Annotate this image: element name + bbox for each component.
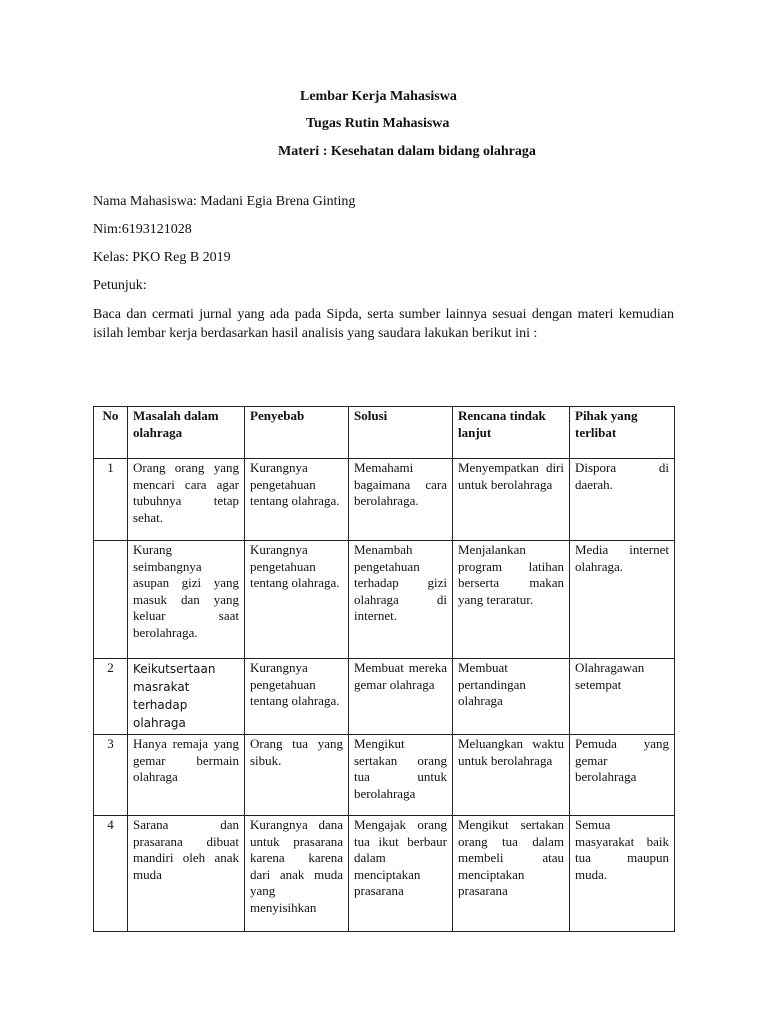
cell-masalah: Hanya remaja yang gemar bermain olahraga: [128, 735, 245, 816]
cell-penyebab: Kurangnya pengetahuan tentang olahraga.: [245, 541, 349, 659]
cell-no: 2: [94, 659, 128, 735]
cell-penyebab: Kurangnya pengetahuan tentang olahraga.: [245, 459, 349, 541]
document-topic: Materi : Kesehatan dalam bidang olahraga: [278, 144, 536, 159]
student-nim: Nim:6193121028: [93, 222, 192, 237]
cell-no: 3: [94, 735, 128, 816]
header-penyebab: Penyebab: [245, 407, 349, 459]
table-header-row: [94, 407, 675, 459]
header-no: No: [94, 407, 128, 459]
table-row: [94, 735, 675, 816]
header-masalah: Masalah dalam olahraga: [128, 407, 245, 459]
cell-solusi: Memahami bagaimana cara berolahraga.: [349, 459, 453, 541]
cell-masalah: Keikutsertaan masrakat terhadap olahraga: [128, 659, 245, 735]
cell-masalah: Sarana dan prasarana dibuat mandiri oleh anak muda: [128, 816, 245, 932]
cell-no: 4: [94, 816, 128, 932]
cell-pihak: Dispora di daerah.: [570, 459, 675, 541]
cell-solusi: Membuat mereka gemar olahraga: [349, 659, 453, 735]
cell-no: 1: [94, 459, 128, 541]
cell-rencana: Menyempatkan diri untuk berolahraga: [453, 459, 570, 541]
header-pihak: Pihak yang terlibat: [570, 407, 675, 459]
cell-solusi: Mengajak orang tua ikut berbaur dalam menciptakan prasarana: [349, 816, 453, 932]
cell-penyebab: Kurangnya dana untuk prasarana karena karena dari anak muda yang menyisihkan: [245, 816, 349, 932]
table-row: [94, 816, 675, 932]
student-class: Kelas: PKO Reg B 2019: [93, 250, 231, 265]
cell-solusi: Mengikut sertakan orang tua untuk berolahraga: [349, 735, 453, 816]
header-rencana: Rencana tindak lanjut: [453, 407, 570, 459]
instructions-text: Baca dan cermati jurnal yang ada pada Sipda, serta sumber lainnya sesuai dengan materi kemudian isilah lembar kerja berdasarkan hasil analisis yang saudara lakukan berikut ini :: [93, 307, 674, 341]
worksheet-table: [93, 406, 675, 932]
cell-pihak: Semua masyarakat baik tua maupun muda.: [570, 816, 675, 932]
cell-pihak: Olahragawan setempat: [570, 659, 675, 735]
cell-masalah: Orang orang yang mencari cara agar tubuhnya tetap sehat.: [128, 459, 245, 541]
table-row: [94, 659, 675, 735]
document-subtitle: Tugas Rutin Mahasiswa: [306, 116, 450, 131]
cell-rencana: Membuat pertandingan olahraga: [453, 659, 570, 735]
cell-penyebab: Kurangnya pengetahuan tentang olahraga.: [245, 659, 349, 735]
table-row: [94, 541, 675, 659]
table-row: [94, 459, 675, 541]
student-name: Nama Mahasiswa: Madani Egia Brena Ginting: [93, 194, 356, 209]
cell-penyebab: Orang tua yang sibuk.: [245, 735, 349, 816]
document-title: Lembar Kerja Mahasiswa: [300, 89, 457, 104]
cell-rencana: Meluangkan waktu untuk berolahraga: [453, 735, 570, 816]
cell-rencana: Mengikut sertakan orang tua dalam membeli atau menciptakan prasarana: [453, 816, 570, 932]
cell-pihak: Pemuda yang gemar berolahraga: [570, 735, 675, 816]
cell-no: [94, 541, 128, 659]
cell-masalah: Kurang seimbangnya asupan gizi yang masuk dan yang keluar saat berolahraga.: [128, 541, 245, 659]
instructions-label: Petunjuk:: [93, 278, 147, 293]
cell-solusi: Menambah pengetahuan terhadap gizi olahraga di internet.: [349, 541, 453, 659]
cell-rencana: Menjalankan program latihan berserta makan yang teraratur.: [453, 541, 570, 659]
cell-pihak: Media internet olahraga.: [570, 541, 675, 659]
header-solusi: Solusi: [349, 407, 453, 459]
